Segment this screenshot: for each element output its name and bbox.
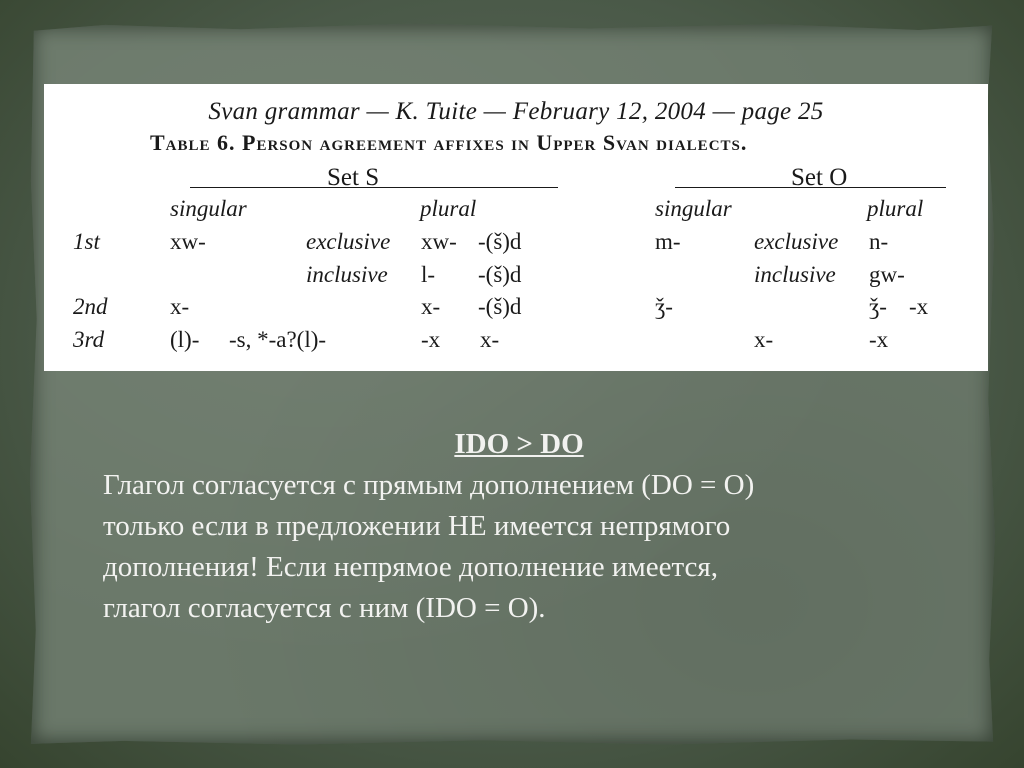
body-line: дополнения! Если непрямое дополнение имеется, [103, 551, 718, 583]
cell-2nd-s-pl-prefix: x- [421, 294, 441, 319]
body-line: глагол согласуется с ним (IDO = O). [103, 592, 546, 624]
cell-2nd-o-pl-prefix: ǯ- [869, 294, 887, 319]
cell-3rd-o-sg: x- [754, 327, 774, 352]
cell-2nd-o-sg: ǯ- [655, 294, 673, 319]
cell-1st-s-sg: xw- [170, 229, 206, 254]
cell-1st-o-sg: m- [655, 229, 681, 254]
row-label-1st: 1st [73, 229, 100, 254]
cell-3rd-s-sg-prefix: (l)- [170, 327, 200, 352]
body-line: только если в предложении НЕ имеется непрямого [103, 510, 731, 542]
body-text [103, 424, 943, 629]
cell-incl-s-pl-prefix: l- [421, 262, 436, 287]
cell-incl-o-pl: gw- [869, 262, 905, 287]
set-o-rule [675, 187, 946, 188]
set-s-rule [190, 187, 558, 188]
cell-incl-s-pl-suffix: -(š)d [478, 262, 522, 287]
row-label-2nd: 2nd [73, 294, 108, 319]
cell-3rd-s-pl-suffix: x- [480, 327, 500, 352]
cell-3rd-o-pl: -x [869, 327, 889, 352]
set-s-heading: Set S [327, 164, 380, 191]
table-caption: Table 6. Person agreement affixes in Upper Svan dialects. [150, 130, 748, 155]
cell-2nd-s-pl-suffix: -(š)d [478, 294, 522, 319]
cell-2nd-o-pl-suffix: -x [909, 294, 929, 319]
cell-incl-s-inclusive: inclusive [306, 262, 388, 287]
set-o-singular-header: singular [655, 196, 732, 221]
body-title: IDO > DO [454, 428, 584, 460]
cell-1st-s-pl-suffix: -(š)d [478, 229, 522, 254]
cell-3rd-s-sg-suffix: -s, *-a?(l)- [229, 327, 327, 352]
cell-1st-s-exclusive: exclusive [306, 229, 391, 254]
table-image [44, 84, 988, 371]
body-line: Глагол согласуется с прямым дополнением (DO = O) [103, 469, 755, 501]
set-o-heading: Set O [791, 164, 848, 191]
cell-2nd-s-sg: x- [170, 294, 190, 319]
cell-3rd-s-pl-prefix: -x [421, 327, 441, 352]
set-o-plural-header: plural [867, 196, 924, 221]
cell-incl-o-inclusive: inclusive [754, 262, 836, 287]
set-s-singular-header: singular [170, 196, 247, 221]
cell-1st-o-exclusive: exclusive [754, 229, 839, 254]
row-label-3rd: 3rd [73, 327, 105, 352]
cell-1st-o-pl: n- [869, 229, 889, 254]
set-s-plural-header: plural [420, 196, 477, 221]
cell-1st-s-pl-prefix: xw- [421, 229, 457, 254]
page-header: Svan grammar — K. Tuite — February 12, 2004 — page 25 [208, 98, 824, 125]
